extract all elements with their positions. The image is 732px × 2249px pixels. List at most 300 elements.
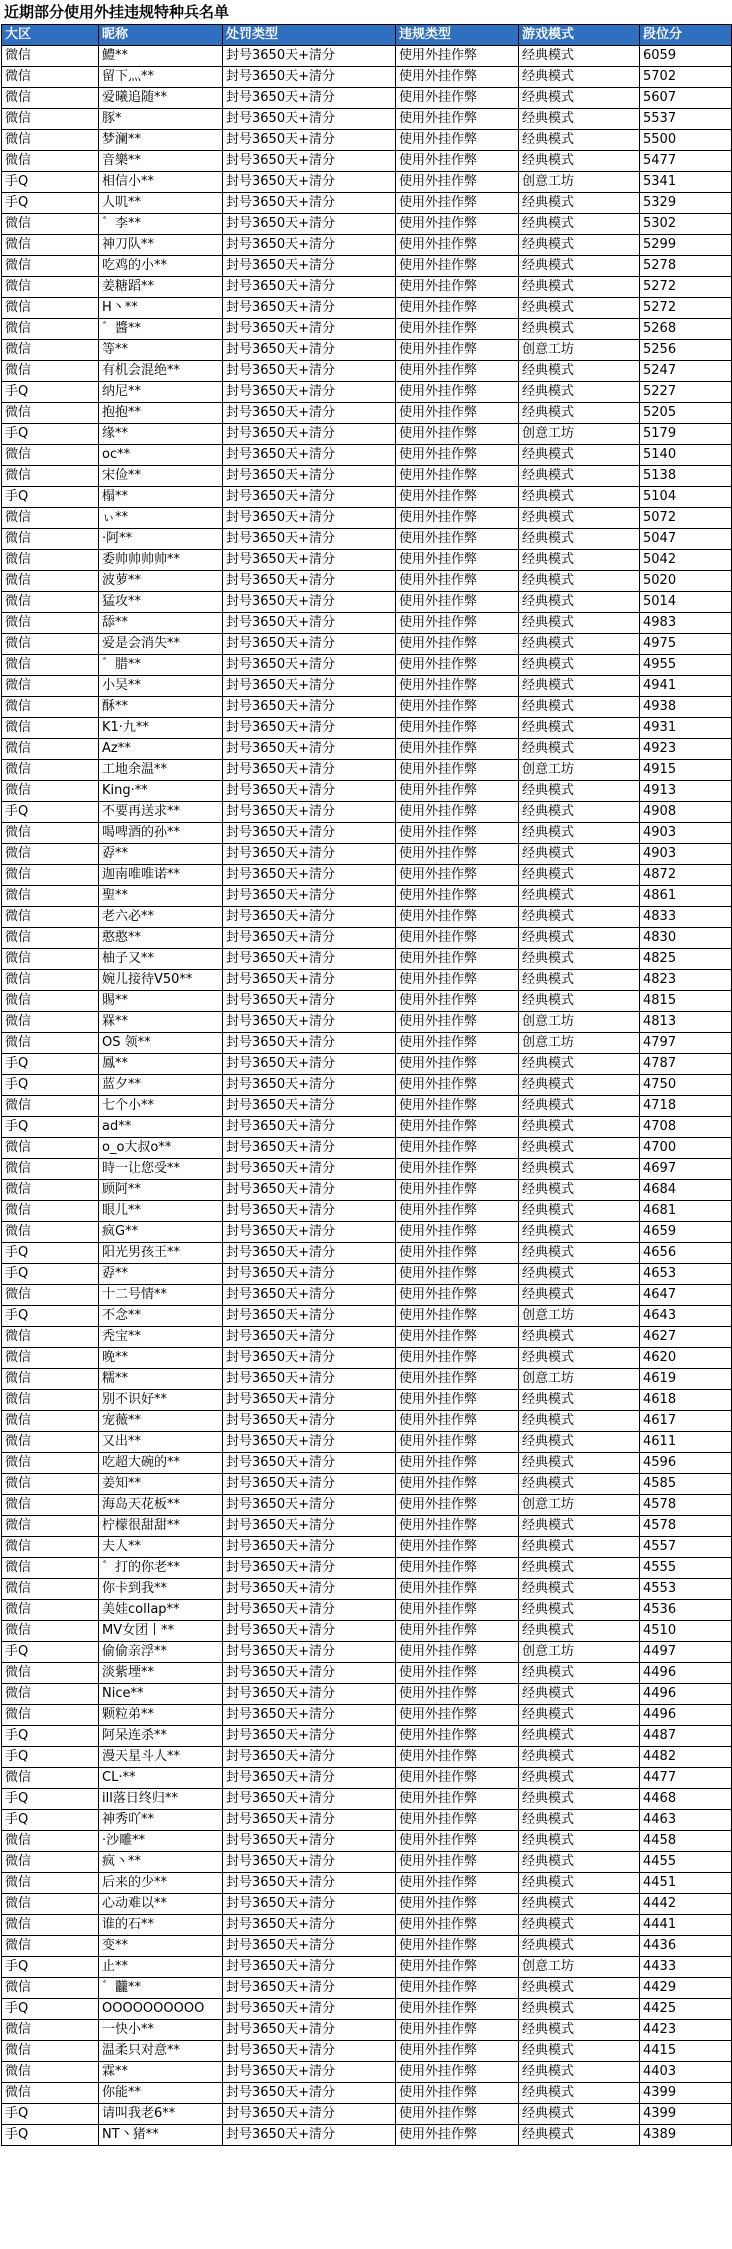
cell-rank-score: 4536 [640, 1600, 732, 1621]
cell-rank-score: 4553 [640, 1579, 732, 1600]
cell-nickname: 漫天星斗人** [99, 1747, 223, 1768]
cell-region: 微信 [2, 340, 99, 361]
cell-region: 微信 [2, 235, 99, 256]
cell-region: 微信 [2, 319, 99, 340]
cell-game-mode: 经典模式 [519, 1579, 640, 1600]
cell-penalty-type: 封号3650天+清分 [223, 1789, 396, 1810]
cell-game-mode: 经典模式 [519, 361, 640, 382]
cell-violation-type: 使用外挂作弊 [396, 1159, 519, 1180]
cell-rank-score: 4915 [640, 760, 732, 781]
header-nickname: 昵称 [99, 25, 223, 46]
cell-game-mode: 经典模式 [519, 2041, 640, 2062]
table-row [2, 1810, 732, 1831]
cell-nickname: 止** [99, 1957, 223, 1978]
cell-violation-type: 使用外挂作弊 [396, 718, 519, 739]
cell-region: 微信 [2, 613, 99, 634]
cell-nickname: 波萝** [99, 571, 223, 592]
cell-nickname: 颗粒弟** [99, 1705, 223, 1726]
cell-region: 微信 [2, 1285, 99, 1306]
cell-violation-type: 使用外挂作弊 [396, 1831, 519, 1852]
table-row [2, 1621, 732, 1642]
table-row [2, 844, 732, 865]
cell-region: 微信 [2, 1138, 99, 1159]
cell-region: 微信 [2, 571, 99, 592]
cell-penalty-type: 封号3650天+清分 [223, 445, 396, 466]
cell-rank-score: 4399 [640, 2104, 732, 2125]
cell-penalty-type: 封号3650天+清分 [223, 1516, 396, 1537]
cell-nickname: 酥** [99, 697, 223, 718]
cell-violation-type: 使用外挂作弊 [396, 886, 519, 907]
table-row [2, 865, 732, 886]
cell-penalty-type: 封号3650天+清分 [223, 949, 396, 970]
table-row [2, 1243, 732, 1264]
cell-penalty-type: 封号3650天+清分 [223, 1705, 396, 1726]
table-row [2, 1117, 732, 1138]
cell-region: 微信 [2, 1180, 99, 1201]
table-row [2, 109, 732, 130]
cell-penalty-type: 封号3650天+清分 [223, 151, 396, 172]
table-row [2, 1831, 732, 1852]
table-row [2, 1999, 732, 2020]
cell-nickname: 老六必** [99, 907, 223, 928]
cell-rank-score: 5138 [640, 466, 732, 487]
cell-game-mode: 经典模式 [519, 1075, 640, 1096]
cell-nickname: 猛攻** [99, 592, 223, 613]
table-row [2, 949, 732, 970]
cell-rank-score: 4496 [640, 1663, 732, 1684]
cell-rank-score: 4611 [640, 1432, 732, 1453]
cell-violation-type: 使用外挂作弊 [396, 1873, 519, 1894]
cell-rank-score: 4825 [640, 949, 732, 970]
cell-nickname: 神秀吖** [99, 1810, 223, 1831]
cell-game-mode: 经典模式 [519, 1894, 640, 1915]
cell-violation-type: 使用外挂作弊 [396, 2020, 519, 2041]
cell-rank-score: 4477 [640, 1768, 732, 1789]
cell-violation-type: 使用外挂作弊 [396, 1306, 519, 1327]
cell-rank-score: 5014 [640, 592, 732, 613]
cell-game-mode: 经典模式 [519, 319, 640, 340]
cell-region: 微信 [2, 109, 99, 130]
table-row [2, 1915, 732, 1936]
cell-game-mode: 经典模式 [519, 508, 640, 529]
cell-penalty-type: 封号3650天+清分 [223, 1768, 396, 1789]
cell-penalty-type: 封号3650天+清分 [223, 361, 396, 382]
cell-nickname: 迦南唯唯诺** [99, 865, 223, 886]
cell-penalty-type: 封号3650天+清分 [223, 1348, 396, 1369]
cell-violation-type: 使用外挂作弊 [396, 151, 519, 172]
cell-violation-type: 使用外挂作弊 [396, 634, 519, 655]
cell-rank-score: 4830 [640, 928, 732, 949]
cell-penalty-type: 封号3650天+清分 [223, 718, 396, 739]
cell-nickname: 阳光男孩王** [99, 1243, 223, 1264]
cell-nickname: 小吴** [99, 676, 223, 697]
cell-region: 手Q [2, 1054, 99, 1075]
cell-rank-score: 5299 [640, 235, 732, 256]
cell-penalty-type: 封号3650天+清分 [223, 886, 396, 907]
table-row [2, 256, 732, 277]
cell-region: 手Q [2, 802, 99, 823]
cell-violation-type: 使用外挂作弊 [396, 2041, 519, 2062]
cell-game-mode: 经典模式 [519, 487, 640, 508]
cell-rank-score: 5537 [640, 109, 732, 130]
cell-region: 微信 [2, 1705, 99, 1726]
cell-violation-type: 使用外挂作弊 [396, 382, 519, 403]
cell-violation-type: 使用外挂作弊 [396, 865, 519, 886]
cell-game-mode: 经典模式 [519, 928, 640, 949]
cell-game-mode: 经典模式 [519, 1474, 640, 1495]
cell-game-mode: 经典模式 [519, 1978, 640, 1999]
cell-penalty-type: 封号3650天+清分 [223, 970, 396, 991]
cell-rank-score: 4938 [640, 697, 732, 718]
table-row [2, 445, 732, 466]
cell-nickname: 请叫我老6** [99, 2104, 223, 2125]
table-row [2, 1369, 732, 1390]
cell-game-mode: 经典模式 [519, 214, 640, 235]
cell-violation-type: 使用外挂作弊 [396, 1369, 519, 1390]
cell-nickname: King·** [99, 781, 223, 802]
cell-region: 手Q [2, 487, 99, 508]
cell-nickname: H丶** [99, 298, 223, 319]
cell-region: 微信 [2, 697, 99, 718]
cell-region: 手Q [2, 1957, 99, 1978]
cell-rank-score: 5042 [640, 550, 732, 571]
cell-rank-score: 4681 [640, 1201, 732, 1222]
cell-penalty-type: 封号3650天+清分 [223, 655, 396, 676]
cell-nickname: 委帅帅帅帅** [99, 550, 223, 571]
cell-rank-score: 4903 [640, 844, 732, 865]
cell-penalty-type: 封号3650天+清分 [223, 424, 396, 445]
cell-violation-type: 使用外挂作弊 [396, 1453, 519, 1474]
cell-region: 微信 [2, 2041, 99, 2062]
cell-nickname: 夫人** [99, 1537, 223, 1558]
cell-violation-type: 使用外挂作弊 [396, 1495, 519, 1516]
table-row [2, 466, 732, 487]
cell-game-mode: 经典模式 [519, 739, 640, 760]
cell-region: 微信 [2, 1327, 99, 1348]
cell-rank-score: 5020 [640, 571, 732, 592]
table-row [2, 676, 732, 697]
cell-penalty-type: 封号3650天+清分 [223, 1012, 396, 1033]
cell-region: 手Q [2, 1810, 99, 1831]
cell-penalty-type: 封号3650天+清分 [223, 235, 396, 256]
cell-penalty-type: 封号3650天+清分 [223, 1936, 396, 1957]
cell-penalty-type: 封号3650天+清分 [223, 1579, 396, 1600]
table-row [2, 1348, 732, 1369]
cell-violation-type: 使用外挂作弊 [396, 340, 519, 361]
cell-penalty-type: 封号3650天+清分 [223, 1096, 396, 1117]
cell-nickname: 喝啤酒的孙** [99, 823, 223, 844]
cell-game-mode: 经典模式 [519, 1915, 640, 1936]
cell-game-mode: 经典模式 [519, 613, 640, 634]
cell-rank-score: 5205 [640, 403, 732, 424]
cell-game-mode: 经典模式 [519, 1453, 640, 1474]
cell-rank-score: 4497 [640, 1642, 732, 1663]
table-row [2, 2125, 732, 2146]
cell-game-mode: 经典模式 [519, 46, 640, 67]
cell-region: 微信 [2, 991, 99, 1012]
cell-nickname: 聖** [99, 886, 223, 907]
cell-game-mode: 经典模式 [519, 2083, 640, 2104]
cell-nickname: 留下灬** [99, 67, 223, 88]
cell-nickname: ·沙雕** [99, 1831, 223, 1852]
cell-nickname: 你卡到我** [99, 1579, 223, 1600]
table-row [2, 151, 732, 172]
cell-rank-score: 5607 [640, 88, 732, 109]
cell-region: 微信 [2, 403, 99, 424]
cell-region: 微信 [2, 1432, 99, 1453]
cell-violation-type: 使用外挂作弊 [396, 949, 519, 970]
cell-violation-type: 使用外挂作弊 [396, 1726, 519, 1747]
cell-rank-score: 4455 [640, 1852, 732, 1873]
cell-rank-score: 4684 [640, 1180, 732, 1201]
cell-penalty-type: 封号3650天+清分 [223, 697, 396, 718]
cell-penalty-type: 封号3650天+清分 [223, 1474, 396, 1495]
cell-nickname: 阿呆连杀** [99, 1726, 223, 1747]
cell-nickname: 梦澜** [99, 130, 223, 151]
cell-violation-type: 使用外挂作弊 [396, 1663, 519, 1684]
cell-rank-score: 4436 [640, 1936, 732, 1957]
table-row [2, 1054, 732, 1075]
cell-penalty-type: 封号3650天+清分 [223, 1831, 396, 1852]
cell-game-mode: 经典模式 [519, 550, 640, 571]
cell-violation-type: 使用外挂作弊 [396, 1516, 519, 1537]
cell-violation-type: 使用外挂作弊 [396, 1558, 519, 1579]
cell-rank-score: 4903 [640, 823, 732, 844]
cell-rank-score: 4555 [640, 1558, 732, 1579]
cell-penalty-type: 封号3650天+清分 [223, 382, 396, 403]
cell-rank-score: 5247 [640, 361, 732, 382]
cell-region: 微信 [2, 1621, 99, 1642]
cell-region: 微信 [2, 676, 99, 697]
cell-rank-score: 5278 [640, 256, 732, 277]
cell-penalty-type: 封号3650天+清分 [223, 130, 396, 151]
cell-region: 微信 [2, 781, 99, 802]
cell-rank-score: 4617 [640, 1411, 732, 1432]
cell-region: 微信 [2, 508, 99, 529]
cell-region: 微信 [2, 1663, 99, 1684]
header-game-mode: 游戏模式 [519, 25, 640, 46]
cell-game-mode: 经典模式 [519, 529, 640, 550]
cell-rank-score: 4797 [640, 1033, 732, 1054]
cell-nickname: 柠檬很甜甜** [99, 1516, 223, 1537]
cell-game-mode: 创意工坊 [519, 1012, 640, 1033]
cell-penalty-type: 封号3650天+清分 [223, 214, 396, 235]
header-penalty-type: 处罚类型 [223, 25, 396, 46]
cell-region: 微信 [2, 1537, 99, 1558]
cell-rank-score: 4643 [640, 1306, 732, 1327]
cell-region: 手Q [2, 1243, 99, 1264]
header-region: 大区 [2, 25, 99, 46]
cell-region: 手Q [2, 1789, 99, 1810]
cell-rank-score: 4659 [640, 1222, 732, 1243]
cell-penalty-type: 封号3650天+清分 [223, 67, 396, 88]
cell-region: 微信 [2, 718, 99, 739]
cell-violation-type: 使用外挂作弊 [396, 1474, 519, 1495]
cell-rank-score: 4718 [640, 1096, 732, 1117]
cell-game-mode: 经典模式 [519, 592, 640, 613]
cell-nickname: 抱抱** [99, 403, 223, 424]
cell-region: 微信 [2, 886, 99, 907]
cell-violation-type: 使用外挂作弊 [396, 277, 519, 298]
cell-region: 手Q [2, 1306, 99, 1327]
cell-nickname: ゛打的你老** [99, 1558, 223, 1579]
cell-region: 微信 [2, 1600, 99, 1621]
cell-rank-score: 4429 [640, 1978, 732, 1999]
cell-penalty-type: 封号3650天+清分 [223, 1915, 396, 1936]
cell-game-mode: 经典模式 [519, 1663, 640, 1684]
cell-penalty-type: 封号3650天+清分 [223, 1957, 396, 1978]
table-row [2, 88, 732, 109]
cell-rank-score: 4596 [640, 1453, 732, 1474]
cell-rank-score: 4931 [640, 718, 732, 739]
cell-nickname: 賜** [99, 991, 223, 1012]
cell-violation-type: 使用外挂作弊 [396, 529, 519, 550]
cell-penalty-type: 封号3650天+清分 [223, 487, 396, 508]
cell-game-mode: 经典模式 [519, 949, 640, 970]
cell-violation-type: 使用外挂作弊 [396, 1978, 519, 1999]
cell-nickname: ·阿** [99, 529, 223, 550]
table-row [2, 1558, 732, 1579]
cell-nickname: 顾阿** [99, 1180, 223, 1201]
cell-rank-score: 4463 [640, 1810, 732, 1831]
cell-game-mode: 经典模式 [519, 1180, 640, 1201]
cell-penalty-type: 封号3650天+清分 [223, 1453, 396, 1474]
cell-region: 微信 [2, 1978, 99, 1999]
cell-nickname: 爱是会消失** [99, 634, 223, 655]
table-row [2, 403, 732, 424]
table-row [2, 1936, 732, 1957]
cell-violation-type: 使用外挂作弊 [396, 991, 519, 1012]
cell-penalty-type: 封号3650天+清分 [223, 529, 396, 550]
cell-rank-score: 4923 [640, 739, 732, 760]
cell-game-mode: 经典模式 [519, 235, 640, 256]
table-row [2, 1789, 732, 1810]
cell-rank-score: 4618 [640, 1390, 732, 1411]
cell-region: 微信 [2, 592, 99, 613]
table-row [2, 928, 732, 949]
cell-game-mode: 经典模式 [519, 676, 640, 697]
cell-game-mode: 经典模式 [519, 130, 640, 151]
cell-rank-score: 5302 [640, 214, 732, 235]
cell-rank-score: 5072 [640, 508, 732, 529]
cell-game-mode: 创意工坊 [519, 1957, 640, 1978]
cell-penalty-type: 封号3650天+清分 [223, 1054, 396, 1075]
cell-nickname: oc** [99, 445, 223, 466]
cell-rank-score: 4872 [640, 865, 732, 886]
cell-nickname: 孬** [99, 844, 223, 865]
cell-rank-score: 4442 [640, 1894, 732, 1915]
cell-nickname: 十二号情** [99, 1285, 223, 1306]
cell-violation-type: 使用外挂作弊 [396, 1852, 519, 1873]
table-row [2, 319, 732, 340]
cell-game-mode: 经典模式 [519, 1264, 640, 1285]
cell-penalty-type: 封号3650天+清分 [223, 907, 396, 928]
cell-game-mode: 创意工坊 [519, 172, 640, 193]
cell-rank-score: 4833 [640, 907, 732, 928]
cell-nickname: 眼儿** [99, 1201, 223, 1222]
cell-violation-type: 使用外挂作弊 [396, 130, 519, 151]
cell-region: 微信 [2, 1936, 99, 1957]
cell-rank-score: 4975 [640, 634, 732, 655]
cell-game-mode: 经典模式 [519, 1768, 640, 1789]
cell-penalty-type: 封号3650天+清分 [223, 1999, 396, 2020]
cell-nickname: 柚子又** [99, 949, 223, 970]
cell-game-mode: 经典模式 [519, 1726, 640, 1747]
table-row [2, 1264, 732, 1285]
table-row [2, 193, 732, 214]
table-row [2, 1201, 732, 1222]
cell-violation-type: 使用外挂作弊 [396, 676, 519, 697]
cell-penalty-type: 封号3650天+清分 [223, 1621, 396, 1642]
cell-violation-type: 使用外挂作弊 [396, 214, 519, 235]
table-row [2, 529, 732, 550]
cell-penalty-type: 封号3650天+清分 [223, 1075, 396, 1096]
cell-rank-score: 4619 [640, 1369, 732, 1390]
cell-region: 微信 [2, 361, 99, 382]
cell-violation-type: 使用外挂作弊 [396, 697, 519, 718]
table-row [2, 1012, 732, 1033]
cell-game-mode: 经典模式 [519, 1432, 640, 1453]
cell-region: 微信 [2, 46, 99, 67]
cell-violation-type: 使用外挂作弊 [396, 1810, 519, 1831]
cell-nickname: OS 领** [99, 1033, 223, 1054]
cell-region: 微信 [2, 760, 99, 781]
cell-region: 微信 [2, 655, 99, 676]
cell-game-mode: 经典模式 [519, 1138, 640, 1159]
table-row [2, 1516, 732, 1537]
cell-penalty-type: 封号3650天+清分 [223, 1852, 396, 1873]
cell-rank-score: 4823 [640, 970, 732, 991]
cell-game-mode: 经典模式 [519, 298, 640, 319]
cell-violation-type: 使用外挂作弊 [396, 2062, 519, 2083]
cell-region: 手Q [2, 1117, 99, 1138]
cell-game-mode: 经典模式 [519, 1873, 640, 1894]
cell-nickname: 海岛天花板** [99, 1495, 223, 1516]
cell-violation-type: 使用外挂作弊 [396, 109, 519, 130]
cell-rank-score: 4423 [640, 2020, 732, 2041]
cell-violation-type: 使用外挂作弊 [396, 1537, 519, 1558]
cell-penalty-type: 封号3650天+清分 [223, 991, 396, 1012]
cell-game-mode: 经典模式 [519, 2020, 640, 2041]
cell-game-mode: 经典模式 [519, 571, 640, 592]
cell-game-mode: 经典模式 [519, 1348, 640, 1369]
cell-nickname: ゛李** [99, 214, 223, 235]
header-violation-type: 违规类型 [396, 25, 519, 46]
cell-region: 微信 [2, 1516, 99, 1537]
cell-penalty-type: 封号3650天+清分 [223, 2104, 396, 2125]
cell-nickname: 鳳** [99, 1054, 223, 1075]
cell-nickname: ぃ** [99, 508, 223, 529]
cell-region: 微信 [2, 1852, 99, 1873]
cell-penalty-type: 封号3650天+清分 [223, 88, 396, 109]
cell-game-mode: 创意工坊 [519, 1033, 640, 1054]
cell-region: 微信 [2, 1369, 99, 1390]
cell-penalty-type: 封号3650天+清分 [223, 172, 396, 193]
cell-rank-score: 5272 [640, 277, 732, 298]
cell-rank-score: 4399 [640, 2083, 732, 2104]
table-row [2, 886, 732, 907]
cell-nickname: 疯丶** [99, 1852, 223, 1873]
table-row [2, 298, 732, 319]
cell-game-mode: 经典模式 [519, 193, 640, 214]
cell-game-mode: 经典模式 [519, 88, 640, 109]
cell-violation-type: 使用外挂作弊 [396, 760, 519, 781]
cell-penalty-type: 封号3650天+清分 [223, 1033, 396, 1054]
table-row [2, 67, 732, 88]
cell-violation-type: 使用外挂作弊 [396, 1999, 519, 2020]
cell-rank-score: 4389 [640, 2125, 732, 2146]
cell-violation-type: 使用外挂作弊 [396, 235, 519, 256]
